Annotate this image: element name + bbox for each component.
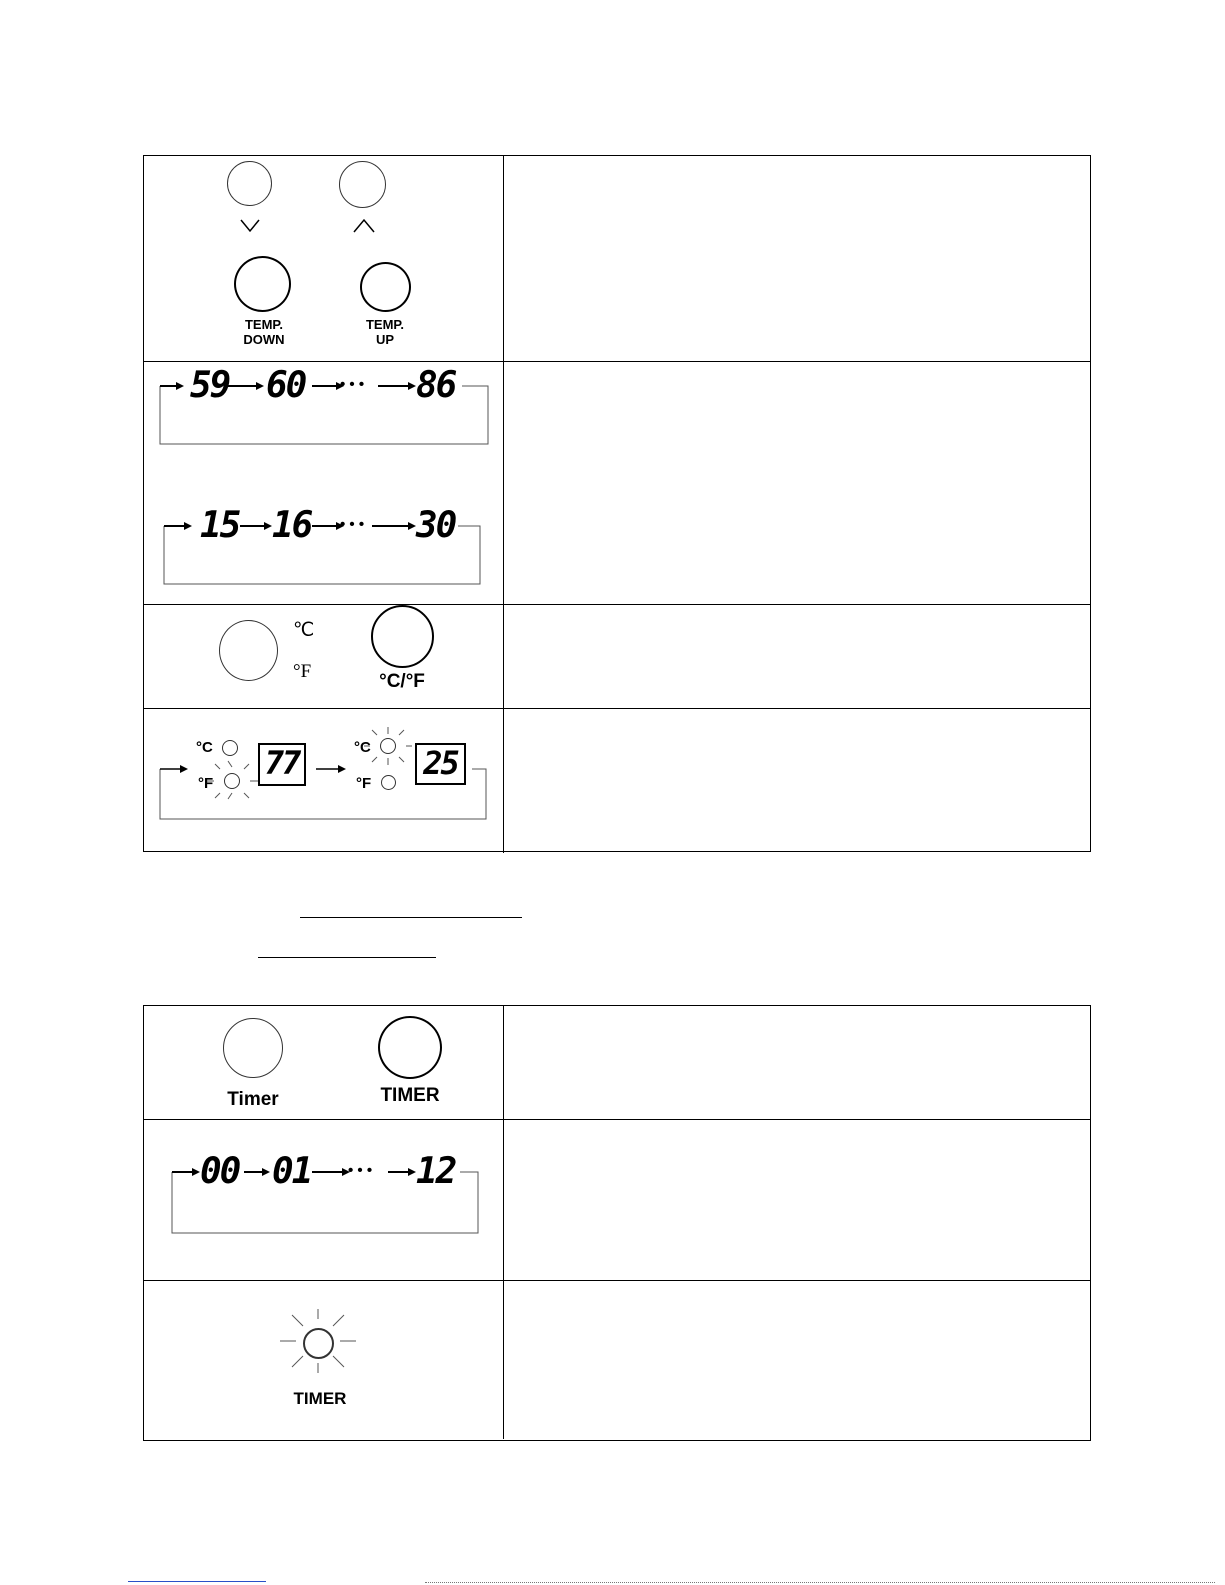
- celsius-indicator-on: [380, 738, 396, 754]
- unit-toggle-button[interactable]: [371, 605, 434, 668]
- unit-indicator: [219, 620, 278, 681]
- underline-1: [300, 917, 522, 918]
- timer-ellipsis: • • •: [348, 1162, 373, 1179]
- celsius-value-15: 15: [200, 505, 240, 546]
- footer-dotted-line: [425, 1582, 1215, 1583]
- temp-buttons-description: [504, 156, 1090, 361]
- fahrenheit-value-60: 60: [266, 365, 306, 406]
- temp-down-label: TEMP. DOWN: [243, 317, 285, 347]
- footer-link-underline: [128, 1581, 266, 1582]
- celsius-indicator-off: [222, 740, 238, 756]
- temp-down-button[interactable]: [234, 256, 291, 312]
- temp-buttons-row: [144, 156, 1090, 362]
- timer-indicator-cell: [144, 1281, 504, 1439]
- timer-range-row: [144, 1120, 1090, 1281]
- temp-up-button[interactable]: [360, 262, 411, 312]
- timer-buttons-description: [504, 1006, 1090, 1119]
- display-description: [504, 709, 1090, 853]
- timer-button[interactable]: [378, 1016, 442, 1079]
- display-fahrenheit-label-1: °F: [198, 775, 214, 792]
- timer-range-cell: [144, 1120, 504, 1280]
- timer-buttons-row: [144, 1006, 1090, 1120]
- celsius-unit-label: ℃: [293, 620, 315, 641]
- unit-row: [144, 605, 1090, 709]
- temp-range-description: [504, 362, 1090, 604]
- temp-up-label: TEMP. UP: [365, 317, 405, 347]
- unit-toggle-label: °C/°F: [379, 671, 425, 692]
- fahrenheit-indicator-on: [224, 773, 240, 789]
- timer-indicator-flashing: [303, 1328, 334, 1359]
- timer-buttons-cell: [144, 1006, 504, 1119]
- display-fahrenheit-label-2: °F: [356, 775, 372, 792]
- timer-value-12: 12: [416, 1151, 456, 1192]
- timer-table: [143, 1005, 1091, 1441]
- fahrenheit-value-86: 86: [416, 365, 456, 406]
- celsius-value-16: 16: [272, 505, 312, 546]
- temperature-table: [143, 155, 1091, 852]
- timer-range-description: [504, 1120, 1090, 1280]
- timer-value-00: 00: [200, 1151, 240, 1192]
- temp-range-row: [144, 362, 1090, 605]
- fahrenheit-value-59: 59: [190, 365, 230, 406]
- chevron-down-icon: [240, 219, 260, 233]
- timer-button-label: TIMER: [380, 1085, 440, 1106]
- underline-2: [258, 957, 436, 958]
- display-c-box: 25: [415, 743, 466, 785]
- celsius-ellipsis: • • •: [340, 516, 365, 533]
- temp-range-cell: [144, 362, 504, 604]
- display-cell: [144, 709, 504, 853]
- display-f-box: 77: [258, 743, 306, 786]
- unit-cell: [144, 605, 504, 708]
- timer-indicator-row: [144, 1281, 1090, 1439]
- display-celsius-label-1: °C: [196, 739, 213, 756]
- timer-indicator-description: [504, 1281, 1090, 1439]
- fahrenheit-unit-label: °F: [293, 661, 312, 682]
- display-celsius-label-2: °C: [354, 739, 371, 756]
- unit-description: [504, 605, 1090, 708]
- timer-indicator: [223, 1018, 283, 1078]
- chevron-up-icon: [353, 219, 375, 233]
- celsius-value-30: 30: [416, 505, 456, 546]
- fahrenheit-indicator-off: [381, 775, 396, 790]
- temp-up-indicator: [339, 161, 386, 208]
- temp-down-indicator: [227, 161, 272, 206]
- timer-indicator-flash-label: TIMER: [293, 1389, 347, 1408]
- temp-buttons-cell: [144, 156, 504, 361]
- timer-indicator-label: Timer: [227, 1089, 279, 1110]
- display-row: [144, 709, 1090, 853]
- timer-value-01: 01: [272, 1151, 312, 1192]
- fahrenheit-ellipsis: • • •: [340, 376, 365, 393]
